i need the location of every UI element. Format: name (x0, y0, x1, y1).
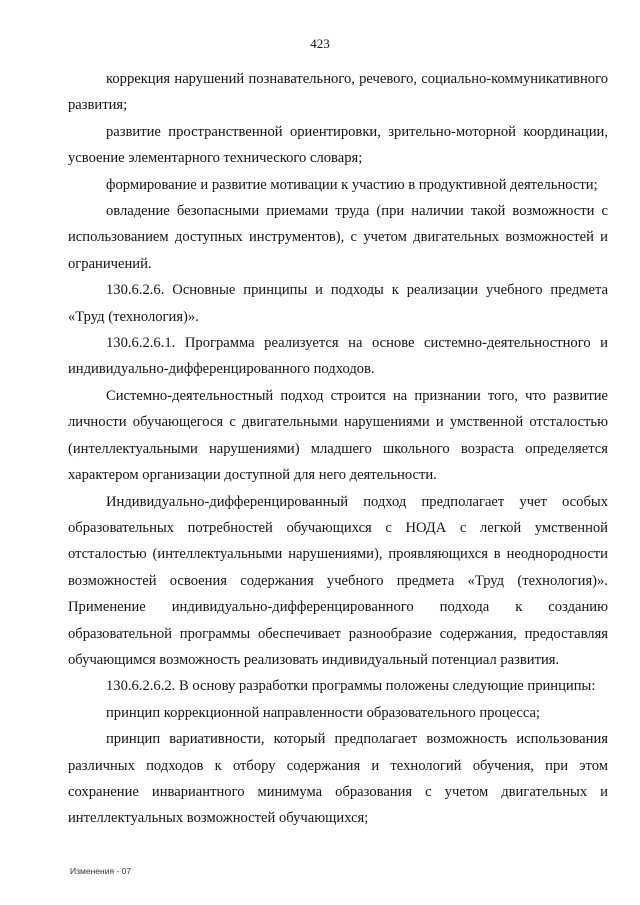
section-heading-paragraph: 130.6.2.6. Основные принципы и подходы к реализации учебного предмета «Труд (технология)». (68, 282, 608, 325)
paragraph: развитие пространственной ориентировки, зрительно-моторной координации, усвоение элементарного технического словаря; (68, 123, 608, 167)
paragraph: принцип коррекционной направленности образовательного процесса; (106, 704, 541, 721)
paragraph: 130.6.2.6.2. В основу разработки программы положены следующие принципы: (106, 678, 596, 695)
page-number: 423 (310, 36, 330, 51)
paragraph: коррекция нарушений познавательного, речевого, социально-коммуникативного развития; (68, 71, 608, 114)
body-text (68, 66, 608, 832)
paragraph: 130.6.2.6.1. Программа реализуется на основе системно-деятельностного и индивидуально-дифференцированного подходов. (68, 335, 608, 378)
paragraph: Индивидуально-дифференцированный подход предполагает учет особых образовательных потребностей обучающихся с НОДА с легкой умственной отсталостью (интеллектуальными нарушениями), проявляющихся в неоднородности возможностей освоения содержания учебного предмета «Труд (технология)». Применение индивидуально-дифференцированного подхода к созданию образовательной программы обеспечивает разнообразие содержания, предоставляя обучающимся возможность реализовать индивидуальный потенциал развития. (68, 493, 608, 668)
paragraph: Системно-деятельностный подход строится на признании того, что развитие личности обучающегося с двигательными нарушениями и умственной отсталостью (интеллектуальными нарушениями) младшего школьного возраста определяется характером организации доступной для него деятельности. (68, 387, 608, 484)
footer-revision-note: Изменения - 07 (70, 866, 132, 876)
paragraph: овладение безопасными приемами труда (при наличии такой возможности с использованием доступных инструментов), с учетом двигательных возможностей и ограничений. (68, 203, 608, 272)
paragraph: принцип вариативности, который предполагает возможность использования различных подходов к отбору содержания и технологий обучения, при этом сохранение инвариантного минимума образования с учетом двигательных и интеллектуальных возможностей обучающихся; (68, 731, 608, 827)
paragraph: формирование и развитие мотивации к участию в продуктивной деятельности; (106, 176, 598, 193)
